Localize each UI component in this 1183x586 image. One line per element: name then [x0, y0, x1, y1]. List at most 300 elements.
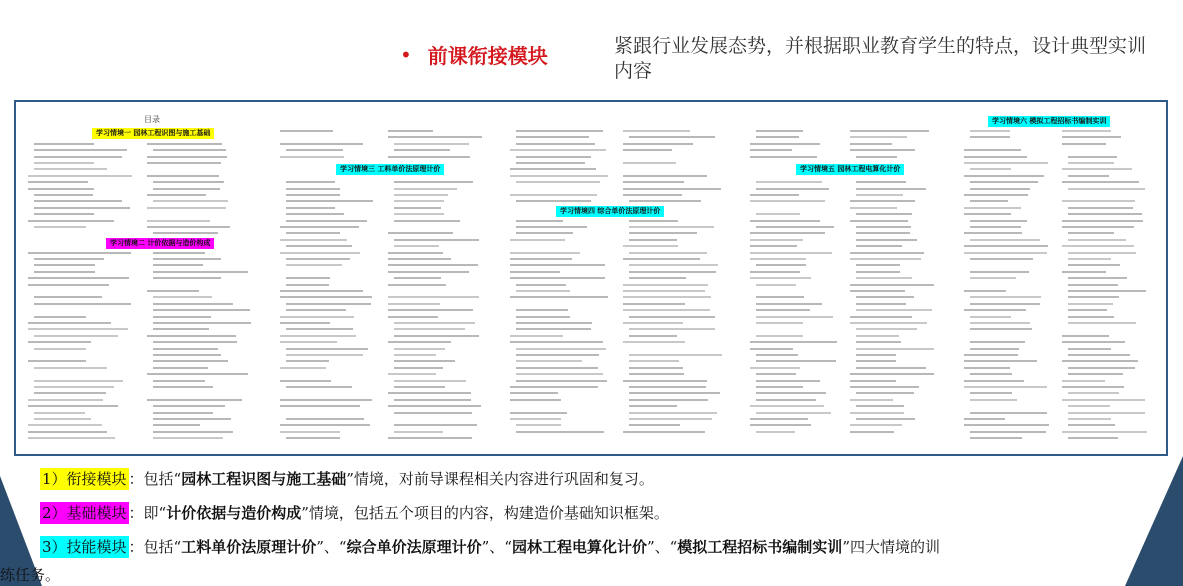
toc-text-line	[153, 149, 226, 151]
toc-text-line	[394, 424, 477, 426]
toc-text-line	[629, 360, 679, 362]
toc-text-line	[153, 322, 251, 324]
toc-text-line	[964, 418, 1005, 420]
toc-text-line	[280, 296, 372, 298]
toc-text-line	[756, 399, 816, 401]
toc-text-line	[970, 136, 1010, 138]
toc-lines	[274, 108, 500, 448]
toc-text-line	[856, 296, 914, 298]
toc-text-line	[153, 424, 200, 426]
toc-text-line	[516, 424, 561, 426]
toc-text-line	[970, 373, 1012, 375]
toc-banner-1: 学习情境一 园林工程识图与施工基础	[92, 128, 214, 139]
toc-text-line	[280, 322, 330, 324]
toc-text-line	[147, 162, 221, 164]
toc-text-line	[850, 424, 902, 426]
toc-text-line	[1068, 437, 1118, 439]
toc-text-line	[516, 431, 604, 433]
toc-text-line	[623, 258, 700, 260]
toc-text-line	[1062, 380, 1105, 382]
toc-text-line	[153, 386, 213, 388]
toc-text-line	[516, 200, 591, 202]
toc-text-line	[34, 258, 104, 260]
toc-text-line	[850, 136, 907, 138]
toc-text-line	[28, 437, 115, 439]
toc-text-line	[34, 303, 131, 305]
toc-text-line	[1068, 309, 1107, 311]
toc-text-line	[750, 149, 792, 151]
toc-text-line	[1062, 200, 1135, 202]
toc-text-line	[286, 213, 344, 215]
toc-text-line	[629, 373, 684, 375]
toc-text-line	[970, 200, 1008, 202]
toc-text-line	[510, 264, 605, 266]
toc-text-line	[28, 341, 91, 343]
toc-text-line	[280, 130, 333, 132]
toc-text-line	[850, 373, 934, 375]
toc-text-line	[623, 175, 707, 177]
toc-text-line	[856, 360, 896, 362]
toc-text-line	[970, 277, 1016, 279]
toc-text-line	[856, 213, 912, 215]
toc-text-line	[510, 194, 597, 196]
toc-text-line	[756, 380, 820, 382]
toc-banner-4: 学习情境四 综合单价法原理计价	[556, 206, 664, 217]
toc-text-line	[153, 258, 221, 260]
toc-text-line	[623, 322, 683, 324]
toc-text-line	[286, 194, 340, 196]
toc-text-line	[1068, 213, 1142, 215]
toc-text-line	[970, 296, 1041, 298]
toc-text-line	[1062, 271, 1106, 273]
toc-text-line	[856, 194, 903, 196]
toc-text-line	[623, 194, 682, 196]
toc-text-line	[970, 431, 1046, 433]
toc-text-line	[1062, 143, 1106, 145]
toc-text-line	[964, 162, 1048, 164]
toc-text-line	[623, 188, 721, 190]
toc-text-line	[34, 271, 95, 273]
toc-text-line	[510, 239, 565, 241]
note-3-wrap: 练任务。	[0, 566, 61, 584]
toc-text-line	[1068, 277, 1127, 279]
toc-text-line	[964, 156, 1027, 158]
toc-text-line	[750, 405, 824, 407]
toc-text-line	[28, 284, 109, 286]
toc-text-line	[34, 296, 102, 298]
toc-text-line	[970, 412, 1047, 414]
toc-text-line	[516, 316, 570, 318]
toc-text-line	[286, 328, 353, 330]
toc-banner-3: 学习情境三 工料单价法原理计价	[336, 164, 444, 175]
note-3-tag: 3）技能模块	[42, 538, 127, 556]
toc-text-line	[280, 341, 337, 343]
toc-text-line	[1068, 367, 1135, 369]
toc-text-line	[516, 232, 573, 234]
toc-text-line	[964, 360, 1037, 362]
toc-text-line	[286, 418, 364, 420]
toc-text-line	[388, 405, 481, 407]
toc-text-line	[970, 258, 1033, 260]
toc-text-line	[28, 431, 107, 433]
toc-text-line	[970, 181, 1038, 183]
toc-text-line	[280, 399, 372, 401]
toc-text-line	[970, 328, 1032, 330]
toc-text-line	[1068, 373, 1123, 375]
toc-text-line	[286, 386, 352, 388]
toc-text-line	[750, 194, 799, 196]
toc-text-line	[516, 322, 592, 324]
toc-text-line	[286, 360, 329, 362]
toc-text-line	[1062, 168, 1132, 170]
toc-text-line	[286, 277, 330, 279]
toc-text-line	[623, 181, 684, 183]
toc-text-line	[964, 194, 1028, 196]
toc-text-line	[34, 213, 94, 215]
toc-text-line	[856, 335, 899, 337]
toc-text-line	[756, 335, 803, 337]
toc-panel-1	[22, 108, 270, 448]
toc-text-line	[856, 239, 917, 241]
toc-text-line	[856, 245, 902, 247]
toc-text-line	[1068, 188, 1145, 190]
toc-text-line	[28, 424, 102, 426]
toc-text-line	[394, 386, 445, 388]
toc-text-line	[394, 328, 465, 330]
toc-text-line	[623, 341, 685, 343]
toc-text-line	[1068, 316, 1114, 318]
toc-text-line	[970, 348, 1019, 350]
toc-text-line	[510, 277, 605, 279]
toc-text-line	[286, 245, 352, 247]
toc-text-line	[856, 156, 897, 158]
toc-text-line	[388, 392, 471, 394]
toc-text-line	[756, 213, 800, 215]
toc-text-line	[286, 437, 340, 439]
toc-text-line	[516, 136, 589, 138]
toc-text-line	[28, 322, 111, 324]
toc-text-line	[629, 271, 716, 273]
toc-text-line	[856, 348, 934, 350]
toc-text-line	[750, 271, 800, 273]
toc-text-line	[394, 322, 475, 324]
toc-text-line	[516, 143, 595, 145]
toc-text-line	[623, 245, 678, 247]
toc-text-line	[750, 252, 832, 254]
toc-text-line	[970, 220, 1027, 222]
toc-text-line	[1068, 175, 1109, 177]
toc-text-line	[850, 284, 934, 286]
toc-text-line	[388, 284, 446, 286]
toc-text-line	[394, 194, 448, 196]
toc-text-line	[147, 175, 219, 177]
toc-text-line	[856, 354, 896, 356]
toc-text-line	[286, 354, 363, 356]
toc-text-line	[1062, 220, 1143, 222]
toc-text-line	[856, 226, 911, 228]
toc-banner-2: 学习情境二 计价依据与造价构成	[106, 238, 214, 249]
toc-text-line	[1062, 226, 1134, 228]
toc-text-line	[153, 341, 237, 343]
toc-text-line	[756, 431, 795, 433]
toc-text-line	[1062, 431, 1147, 433]
toc-text-line	[286, 207, 335, 209]
toc-text-line	[850, 380, 896, 382]
note-1-pre: ：包括“	[128, 470, 182, 488]
toc-text-line	[750, 258, 806, 260]
toc-text-line	[394, 213, 444, 215]
toc-text-line	[147, 373, 248, 375]
toc-text-line	[510, 296, 608, 298]
toc-text-line	[629, 277, 686, 279]
toc-text-line	[1068, 303, 1113, 305]
toc-text-line	[147, 194, 206, 196]
toc-text-line	[1068, 392, 1119, 394]
toc-text-line	[750, 424, 811, 426]
toc-text-line	[629, 252, 707, 254]
bullet-icon: •	[400, 42, 412, 67]
toc-text-line	[394, 207, 441, 209]
toc-text-line	[153, 405, 225, 407]
toc-text-line	[516, 328, 591, 330]
toc-text-line	[970, 168, 1011, 170]
toc-text-line	[756, 392, 826, 394]
note-3-bold-2: 综合单价法原理计价	[346, 538, 482, 556]
toc-text-line	[286, 181, 335, 183]
toc-text-line	[394, 431, 443, 433]
toc-text-line	[388, 437, 472, 439]
toc-text-line	[1068, 284, 1118, 286]
toc-text-line	[970, 188, 1030, 190]
toc-text-line	[34, 380, 123, 382]
toc-text-line	[394, 245, 439, 247]
toc-text-line	[856, 392, 914, 394]
toc-text-line	[964, 367, 1010, 369]
toc-text-line	[756, 296, 804, 298]
toc-text-line	[623, 284, 708, 286]
toc-text-line	[629, 386, 706, 388]
corner-decoration-right	[1125, 456, 1183, 586]
toc-text-line	[750, 277, 811, 279]
toc-text-line	[394, 348, 445, 350]
note-3-post: ”四大情境的训	[842, 538, 940, 556]
toc-text-line	[1068, 296, 1119, 298]
note-2-tag: 2）基础模块	[42, 504, 127, 522]
toc-text-line	[394, 367, 443, 369]
slide-subtitle: 紧跟行业发展态势，并根据职业教育学生的特点，设计典型实训内容	[614, 35, 1147, 82]
toc-text-line	[286, 220, 367, 222]
toc-text-line	[756, 373, 796, 375]
toc-text-line	[756, 309, 810, 311]
note-3-sep-1: ”、“	[316, 538, 347, 556]
toc-lines	[958, 108, 1164, 448]
toc-text-line	[964, 252, 1047, 254]
toc-text-line	[756, 264, 806, 266]
toc-text-line	[286, 348, 368, 350]
toc-text-line	[394, 188, 457, 190]
note-3-bold-1: 工料单价法原理计价	[181, 538, 317, 556]
toc-text-line	[153, 309, 250, 311]
note-3-sep-3: ”、“	[646, 538, 678, 556]
toc-image	[14, 100, 1168, 456]
toc-text-line	[856, 328, 917, 330]
toc-text-line	[1068, 348, 1111, 350]
toc-text-line	[970, 437, 1022, 439]
toc-text-line	[388, 271, 469, 273]
toc-text-line	[850, 252, 924, 254]
toc-text-line	[286, 303, 371, 305]
toc-text-line	[629, 239, 677, 241]
toc-text-line	[850, 130, 929, 132]
toc-text-line	[34, 264, 95, 266]
toc-text-line	[856, 341, 901, 343]
toc-banner-5: 学习情境五 园林工程电算化计价	[796, 164, 904, 175]
toc-text-line	[970, 303, 1040, 305]
toc-text-line	[1062, 341, 1125, 343]
toc-text-line	[388, 309, 473, 311]
toc-text-line	[516, 373, 603, 375]
toc-text-line	[394, 220, 460, 222]
toc-text-line	[750, 143, 820, 145]
toc-text-line	[756, 386, 803, 388]
toc-text-line	[394, 354, 436, 356]
toc-text-line	[153, 360, 228, 362]
note-3-sep-2: ”、“	[481, 538, 512, 556]
toc-text-line	[850, 200, 915, 202]
toc-text-line	[856, 181, 906, 183]
toc-text-line	[850, 220, 908, 222]
toc-text-line	[280, 252, 360, 254]
toc-panel-3	[504, 108, 740, 448]
note-1-post: ”情境，对前导课程相关内容进行巩固和复习。	[346, 470, 654, 488]
toc-text-line	[510, 175, 608, 177]
toc-text-line	[516, 309, 568, 311]
toc-text-line	[629, 354, 722, 356]
toc-text-line	[153, 380, 205, 382]
toc-text-line	[28, 175, 132, 177]
toc-text-line	[629, 136, 715, 138]
note-2-pre: ：即“	[128, 504, 167, 522]
toc-text-line	[1068, 418, 1111, 420]
toc-text-line	[964, 309, 1026, 311]
toc-text-line	[280, 316, 354, 318]
toc-text-line	[510, 386, 598, 388]
toc-text-line	[388, 303, 440, 305]
toc-text-line	[850, 207, 897, 209]
toc-text-line	[34, 156, 122, 158]
toc-text-line	[388, 252, 443, 254]
toc-text-line	[623, 303, 685, 305]
toc-text-line	[394, 200, 444, 202]
toc-text-line	[756, 181, 822, 183]
toc-lines	[504, 108, 740, 448]
toc-text-line	[756, 303, 822, 305]
toc-text-line	[1068, 207, 1133, 209]
toc-text-line	[1068, 239, 1126, 241]
toc-text-line	[388, 258, 451, 260]
toc-text-line	[516, 348, 606, 350]
toc-text-line	[34, 168, 107, 170]
toc-text-line	[856, 188, 926, 190]
toc-text-line	[516, 220, 563, 222]
toc-text-line	[623, 149, 672, 151]
toc-text-line	[516, 130, 603, 132]
toc-text-line	[629, 232, 697, 234]
toc-text-line	[394, 143, 469, 145]
toc-text-line	[750, 245, 797, 247]
toc-text-line	[34, 386, 114, 388]
toc-text-line	[756, 226, 834, 228]
toc-text-line	[153, 367, 208, 369]
toc-text-line	[850, 399, 893, 401]
toc-text-line	[394, 181, 473, 183]
toc-text-line	[964, 232, 1022, 234]
toc-text-line	[756, 412, 831, 414]
toc-text-line	[756, 316, 833, 318]
toc-text-line	[516, 181, 600, 183]
toc-text-line	[394, 149, 450, 151]
toc-text-line	[280, 424, 370, 426]
toc-text-line	[756, 136, 799, 138]
toc-text-line	[1068, 232, 1114, 234]
toc-text-line	[28, 277, 129, 279]
toc-text-line	[964, 380, 1024, 382]
toc-text-line	[629, 335, 677, 337]
toc-text-line	[516, 360, 582, 362]
toc-text-line	[750, 418, 808, 420]
toc-text-line	[153, 232, 218, 234]
toc-text-line	[34, 162, 94, 164]
toc-text-line	[629, 418, 712, 420]
toc-text-line	[153, 252, 205, 254]
toc-text-line	[629, 328, 715, 330]
toc-text-line	[629, 399, 708, 401]
toc-text-line	[280, 367, 326, 369]
toc-text-line	[1068, 290, 1146, 292]
toc-text-line	[970, 322, 1030, 324]
toc-text-line	[850, 431, 894, 433]
toc-text-line	[388, 130, 433, 132]
toc-text-line	[286, 149, 343, 151]
toc-text-line	[153, 348, 218, 350]
toc-text-line	[510, 418, 561, 420]
toc-text-line	[153, 437, 223, 439]
toc-text-line	[280, 226, 359, 228]
toc-text-line	[147, 143, 222, 145]
toc-text-line	[34, 200, 122, 202]
toc-text-line	[750, 156, 817, 158]
toc-text-line	[1062, 335, 1109, 337]
toc-text-line	[28, 399, 103, 401]
toc-text-line	[970, 399, 1017, 401]
toc-text-line	[388, 264, 478, 266]
toc-text-line	[1062, 130, 1111, 132]
toc-text-line	[850, 290, 905, 292]
toc-text-line	[388, 232, 453, 234]
toc-text-line	[394, 360, 455, 362]
toc-text-line	[1062, 360, 1138, 362]
toc-text-line	[756, 188, 829, 190]
toc-text-line	[516, 380, 607, 382]
toc-text-line	[153, 188, 220, 190]
toc-text-line	[850, 322, 927, 324]
toc-text-line	[623, 309, 710, 311]
slide-title: 前课衔接模块	[427, 44, 548, 68]
toc-text-line	[750, 348, 793, 350]
toc-text-line	[750, 341, 837, 343]
toc-text-line	[629, 392, 720, 394]
toc-text-line	[629, 316, 715, 318]
